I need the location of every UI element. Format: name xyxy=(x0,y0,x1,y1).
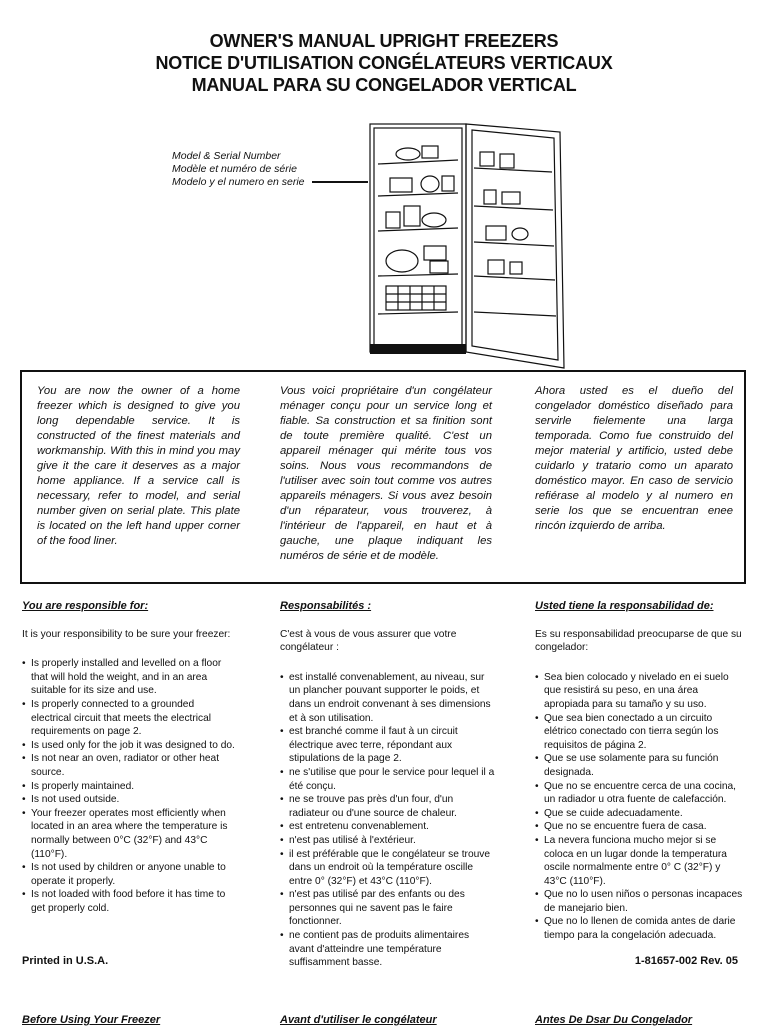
list-item: • Is not used by children or anyone unable to operate it properly. xyxy=(22,861,236,888)
model-label-english: Model & Serial Number xyxy=(172,150,281,162)
list-item: • Is not near an oven, radiator or other heat source. xyxy=(22,752,236,779)
list-item: • Que no lo usen niños o personas incapaces de manejario bien. xyxy=(535,888,745,915)
intro-spanish: Ahora usted es el dueño del congelador doméstico diseñado para servirle fielemente una larga temporada. Como fue construido del mejor material y artificio, usted debe cuidarlo y tratario como un aparato doméstico mayor. En caso de servicio refiérase al modelo y al numero en serie los que se encuentran enee rincón izquierdo de arriba. xyxy=(535,385,733,532)
list-item: • ne se trouve pas près d'un four, d'un radiateur ou d'une source de chaleur. xyxy=(280,793,495,820)
responsibilities-intro: It is your responsibility to be sure your freezer: xyxy=(22,628,231,640)
responsibilities-english xyxy=(22,600,236,915)
model-serial-label xyxy=(172,150,305,189)
responsibilities-heading: You are responsible for: xyxy=(22,600,149,612)
title-spanish: MANUAL PARA SU CONGELADOR VERTICAL xyxy=(191,75,577,95)
responsibilities-intro: Es su responsabilidad preocuparse de que su congelador: xyxy=(535,628,742,654)
responsibilities-list xyxy=(280,671,495,970)
list-item: • ne contient pas de produits alimentaires avant d'atteindre une température suffisamment basse. xyxy=(280,929,495,970)
responsibilities-french xyxy=(280,600,495,970)
title-english: OWNER'S MANUAL UPRIGHT FREEZERS xyxy=(209,31,559,51)
list-item: • Your freezer operates most efficiently when located in an area where the temperature is normally between 0°C (32°F) and 43°C (110°F). xyxy=(22,807,236,861)
printed-in-label: Printed in U.S.A. xyxy=(22,955,109,967)
list-item: • Que sea bien conectado a un circuito elétrico conectado con tierra según los requisitos de página 2. xyxy=(535,712,745,753)
model-label-french: Modèle et numéro de série xyxy=(172,163,297,175)
responsibilities-heading: Usted tiene la responsabilidad de: xyxy=(535,600,714,612)
responsibilities-heading: Responsabilités : xyxy=(280,600,372,612)
responsibilities-list xyxy=(22,657,236,915)
list-item: • Is used only for the job it was designed to do. xyxy=(22,739,236,753)
list-item: • ne s'utilise que pour le service pour lequel il a été conçu. xyxy=(280,766,495,793)
section-heading-french: Avant d'utiliser le congélateur xyxy=(280,1014,437,1026)
list-item: • Is properly maintained. xyxy=(22,780,236,794)
intro-french: Vous voici propriétaire d'un congélateur ménager conçu pour un service long et fiable. Sa construction et sa finition sont de toute première qualité. C'est un appareil ménager qui mérite tous vos soins. Nous vous recommandons de l'utiliser avec soin tout comme vos autres appareils ménagers. Si vous avez besoin d'un réparateur, vous trouverez, à l'intérieur de l'appareil, en haut et à gauche, une plaque indiquant les numéros de série et de modèle. xyxy=(280,385,492,562)
list-item: • n'est pas utilisé à l'extérieur. xyxy=(280,834,495,848)
list-item: • n'est pas utilisé par des enfants ou des personnes qui ne savent pas le faire fonctionner. xyxy=(280,888,495,929)
list-item: • Is properly connected to a grounded electrical circuit that meets the electrical requirements on page 2. xyxy=(22,698,236,739)
list-item: • est installé convenablement, au niveau, sur un plancher pouvant supporter le poids, et dans un endroit convenant à ses dimensions et à son utilisation. xyxy=(280,671,495,725)
model-label-spanish: Modelo y el numero en serie xyxy=(172,176,305,188)
list-item: • Que se use solamente para su función designada. xyxy=(535,752,745,779)
list-item: • Que no se encuentre cerca de una cocina, un radiador u otra fuente de calefacción. xyxy=(535,780,745,807)
list-item: • Is not used outside. xyxy=(22,793,236,807)
list-item: • est branché comme il faut à un circuit électrique avec terre, répondant aux stipulations de la page 2. xyxy=(280,725,495,766)
list-item: • La nevera funciona mucho mejor si se coloca en un lugar donde la temperatura oscile normalmente entre 0° C (32°F) y 43°C (110°F). xyxy=(535,834,745,888)
list-item: • Sea bien colocado y nivelado en ei suelo que resistirá su peso, en una área apropiada para su tamaño y su uso. xyxy=(535,671,745,712)
list-item: • il est préférable que le congélateur se trouve dans un endroit où la température oscille entre 0° (32°F) et 43°C (110°F). xyxy=(280,848,495,889)
part-number: 1-81657-002 Rev. 05 xyxy=(634,955,738,967)
list-item: • Is properly installed and levelled on a floor that will hold the weight, and in an area suitable for its size and use. xyxy=(22,657,236,698)
list-item: • Que no lo llenen de comida antes de darie tiempo para la congelación adecuada. xyxy=(535,915,745,942)
list-item: • Is not loaded with food before it has time to get properly cold. xyxy=(22,888,236,915)
responsibilities-intro: C'est à vous de vous assurer que votre congélateur : xyxy=(280,628,457,654)
document-title-block xyxy=(0,30,768,96)
section-heading-english: Before Using Your Freezer xyxy=(22,1014,161,1026)
title-french: NOTICE D'UTILISATION CONGÉLATEURS VERTICAUX xyxy=(155,53,613,73)
list-item: • Que no se encuentre fuera de casa. xyxy=(535,820,745,834)
responsibilities-list xyxy=(535,671,745,943)
intro-english: You are now the owner of a home freezer which is designed to give you long dependable service. It is constructed of the finest materials and workmanship. With this in mind you may give it the care it deserves as a major home appliance. If a service call is necessary, refer to model, and serial number given on serial plate. This plate is located on the left hand upper corner of the food liner. xyxy=(37,385,240,547)
list-item: • est entretenu convenablement. xyxy=(280,820,495,834)
list-item: • Que se cuide adecuadamente. xyxy=(535,807,745,821)
upright-freezer-illustration xyxy=(360,116,570,376)
section-heading-spanish: Antes De Dsar Du Congelador xyxy=(535,1014,693,1026)
responsibilities-spanish xyxy=(535,600,745,943)
